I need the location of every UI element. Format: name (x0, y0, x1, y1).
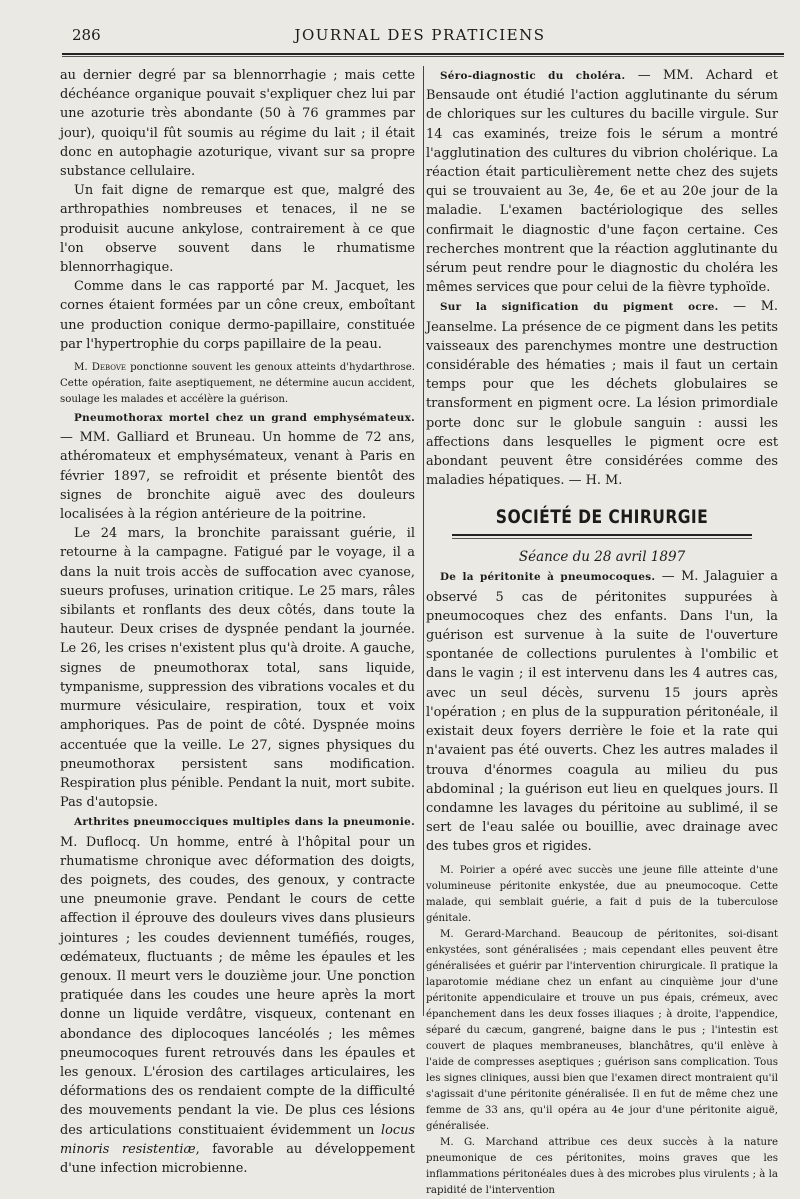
author-name: M. Debove (74, 362, 127, 374)
journal-title: JOURNAL DES PRATICIENS (294, 26, 546, 44)
section-pneumothorax (60, 408, 415, 524)
page-header (60, 26, 780, 50)
note-paragraph: M. G. Marchand attribue ces deux succès à la nature pneumonique de ces péritonites, moins graves que les inflammations péritonéales dues à des microbes plus virulents ; à la rapidité de l'intervention (426, 1136, 778, 1196)
header-rule (62, 53, 784, 55)
section-heading: Sur la signification du pigment ocre. (440, 301, 719, 314)
italic-term: locus minoris resistentiæ (60, 1122, 415, 1157)
section-arthrites (60, 812, 415, 1178)
note-text: ponctionne souvent les genoux atteints d'hydarthrose. Cette opération, faite aseptiquement, ne détermine aucun accident, soulage les malades et accélère la guérison. (60, 362, 415, 406)
section-heading: Arthrites pneumocciques multiples dans la pneumonie. (74, 816, 415, 829)
paragraph: Comme dans le cas rapporté par M. Jacquet, les cornes étaient formées par un cône creux, emboîtant une production conique dermo-papillaire, constituée par l'hypertrophie du corps papillaire de la peau. (60, 279, 415, 352)
society-rule-thin (452, 538, 752, 539)
paragraph: Le 24 mars, la bronchite paraissant guérie, il retourne à la campagne. Fatigué par le voyage, il a dans la nuit trois accès de suffocation avec cyanose, sueurs profuses, urination critique. Le 25 mars, râles sibilants et ronflants des deux côtés, dans toute la hauteur. Deux crises de dyspnée pendant la journée. Le 26, les crises n'existent plus qu'à droite. A gauche, signes de pneumothorax total, sans liquide, tympanisme, suppression des vibrations vocales et du murmure vésiculaire, respiration, toux et voix amphoriques. Pas de point de côté. Dyspnée moins accentuée que la veille. Le 27, signes physiques du pneumothorax persistent sans modification. Respiration plus pénible. Pendant la nuit, mort subite. Pas d'autopsie. (60, 526, 415, 811)
section-peritonite (426, 567, 778, 856)
section-text: — M. Jalaguier a observé 5 cas de péritonites suppurées à pneumocoques chez des enfants. Dans l'un, la guérison est survenue à la suite de l'ouverture spontanée de collections purulentes à l'ombilic et dans le vagin ; il est intervenu dans les 4 autres cas, avec un seul décès, survenu 15 jours après l'opération ; en plus de la suppuration péritonéale, il existait deux foyers derrière le foie et la rate qui n'avaient pas été ouverts. Chez les autres malades il trouva d'énormes coagula au milieu du pus abdominal ; la guérison eut lieu en quelques jours. Il condamne les lavages du péritoine au sublimé, il se sert de l'eau salée ou bouillie, avec drainage avec des tubes gros et rigides. (426, 569, 778, 855)
session-date: Séance du 28 avril 1897 (518, 549, 686, 566)
note-paragraph: M. Gerard-Marchand. Beaucoup de péritonites, soi-disant enkystées, sont généralisées ; mais cependant elles peuvent être généralisées et guérir par l'intervention chirurgicale. Il pratique la laparotomie médiane chez un enfant au cinquième jour d'une péritonite appendiculaire et trouve un pus épais, crémeux, avec épanchement dans les deux fosses iliaques ; à droite, l'appendice, séparé du cæcum, gangrené, baigne dans le pus ; l'intestin est couvert de plaques membraneuses, blanchâtres, qu'il enlève à l'aide de compresses aseptiques ; guérison sans complication. Tous les signes cliniques, aussi bien que l'examen direct montraient qu'il s'agissait d'une péritonite généralisée. Il en fut de même chez une femme de 33 ans, qu'il opéra au 4e jour d'une péritonite aiguë, généralisée. (426, 928, 778, 1132)
section-heading: Séro-diagnostic du choléra. (440, 70, 626, 82)
section-text: M. Duflocq. Un homme, entré à l'hôpital pour un rhumatisme chronique avec déformation des doigts, des poignets, des coudes, des genoux, y contracte une pneumonie grave. Pendant le cours de cette affection il éprouve des douleurs vives dans plusieurs jointures ; les coudes deviennent tuméfiés, rouges, œdémateux, fluctuants ; de même les épaules et les genoux. Il meurt vers le douzième jour. Une ponction pratiquée dans les coudes une heure après la mort donne un liquide verdâtre, visqueux, contenant en abondance des diplocoques lancéolés ; les mêmes pneumocoques furent retrouvés dans les épaules et les genoux. L'érosion des cartilages articulaires, les déformations des os rendaient compte de la difficulté des mouvements pendant la vie. De plus ces lésions des articulations constituaient évidemment un (60, 834, 415, 1138)
section-text-end: , favorable au développement d'une infection microbienne. (60, 1141, 415, 1176)
right-column (426, 66, 778, 1196)
section-text: — M. Jeanselme. La présence de ce pigment dans les petits vaisseaux des parenchymes montre une destruction considérable des hématies ; mais il faut un certain temps pour que les déchets globulaires se transforment en pigment ocre. La lésion primordiale porte donc sur le globule sanguin : aussi les affections dans lesquelles le pigment ocre est abondant peuvent être considérées comme des maladies hépatiques. — H. M. (426, 299, 778, 489)
section-pigment-ocre (426, 297, 778, 490)
society-rule (452, 534, 752, 536)
section-text: — MM. Galliard et Bruneau. Un homme de 72 ans, athéromateux et emphysémateux, venant à Paris en février 1897, se refroidit et présente bientôt des signes de bronchite aiguë avec des douleurs localisées à la région antérieure de la poitrine. (60, 430, 415, 523)
society-title: SOCIÉTÉ DE CHIRURGIE (495, 506, 709, 529)
note-paragraph (60, 360, 415, 408)
section-sero-diagnostic (426, 66, 778, 297)
page-number: 286 (72, 26, 101, 44)
paragraph: au dernier degré par sa blennorrhagie ; mais cette déchéance organique pouvait s'expliquer chez lui par une azoturie très abondante (50 à 76 grammes par jour), quoiqu'il fût soumis au régime du lait ; il était donc en autophagie azoturique, vivant sur sa propre substance cellulaire. (60, 68, 415, 180)
left-column (60, 66, 415, 1176)
header-rule-thin (62, 56, 784, 57)
column-divider (423, 66, 424, 1016)
note-paragraph: M. Poirier a opéré avec succès une jeune fille atteinte d'une volumineuse péritonite enkystée, due au pneumocoque. Cette malade, qui semblait guérie, a fait d puis de la tuberculose génitale. (426, 864, 778, 924)
paragraph: Un fait digne de remarque est que, malgré des arthropathies nombreuses et tenaces, il ne se produisit aucune ankylose, contrairement à ce que l'on observe souvent dans le rhumatisme blennorrhagique. (60, 183, 415, 276)
section-text: — MM. Achard et Bensaude ont étudié l'action agglutinante du sérum de chloriques sur les cultures du bacille virgule. Sur 14 cas examinés, treize fois le sérum a montré l'agglutination des cultures du vibrion cholérique. La réaction était particulièrement nette chez des sujets qui se trouvaient au 3e, 4e, 6e et au 20e jour de la maladie. L'examen bactériologique des selles confirmait le diagnostic d'une façon certaine. Ces recherches montrent que la réaction agglutinante du sérum peut rendre pour le diagnostic du choléra les mêmes services que pour celui de la fièvre typhoïde. (426, 68, 778, 296)
section-heading: De la péritonite à pneumocoques. (440, 571, 656, 584)
section-heading: Pneumothorax mortel chez un grand emphysémateux. (74, 412, 415, 425)
